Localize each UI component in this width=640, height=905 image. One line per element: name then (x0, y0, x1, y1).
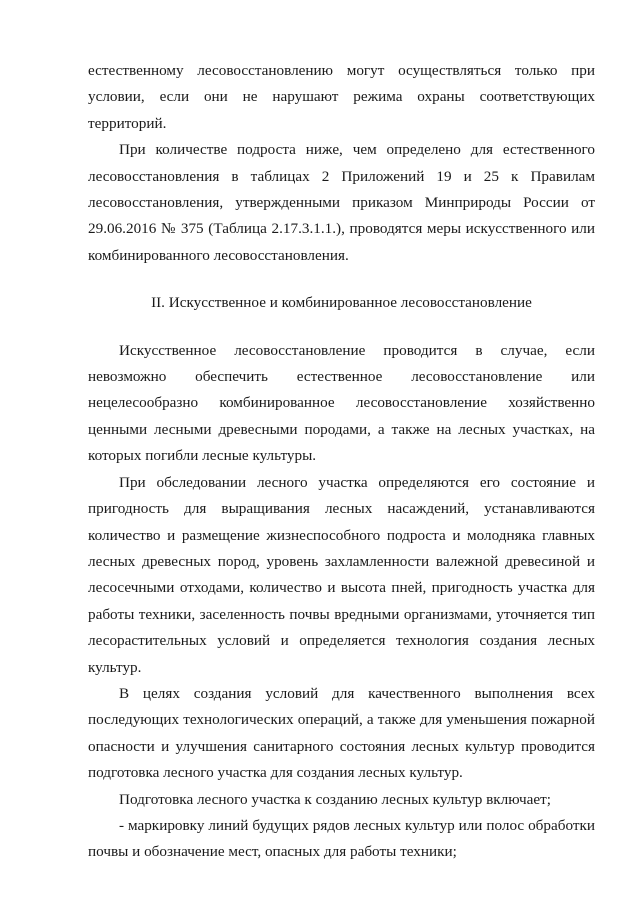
paragraph: естественному лесовосстановлению могут осуществляться только при условии, если они не нарушают режима охраны соответствующих территорий. (88, 62, 595, 132)
document-page (88, 58, 595, 866)
paragraph: Искусственное лесовосстановление проводится в случае, если невозможно обеспечить естественное лесовосстановление или нецелесообразно комбинированное лесовосстановление хозяйственно ценными лесными древесными породами, а также на лесных участках, на которых погибли лесные культуры. (88, 341, 595, 465)
paragraph: При обследовании лесного участка определяются его состояние и пригодность для выращивания лесных насаждений, устанавливаются количество и размещение жизнеспособного подроста и молодняка главных лесных древесных пород, уровень захламленности валежной древесиной и лесосечными отходами, количество и высота пней, пригодность участка для работы техники, заселенность почвы вредными организмами, уточняется тип лесорастительных условий и определяется технология создания лесных культур. (88, 473, 595, 676)
paragraph: В целях создания условий для качественного выполнения всех последующих технологических операций, а также для уменьшения пожарной опасности и улучшения санитарного состояния лесных культур проводится подготовка лесного участка для создания лесных культур. (88, 684, 595, 782)
list-item: - маркировку линий будущих рядов лесных культур или полос обработки почвы и обозначение мест, опасных для работы техники; (88, 816, 595, 861)
paragraph: При количестве подроста ниже, чем определено для естественного лесовосстановления в таблицах 2 Приложений 19 и 25 к Правилам лесовосстановления, утвержденными приказом Минприроды России от 29.06.2016 № 375 (Таблица 2.17.3.1.1.), проводятся меры искусственного или комбинированного лесовосстановления. (88, 141, 595, 264)
section-heading: II. Искусственное и комбинированное лесовосстановление (151, 294, 532, 312)
paragraph: Подготовка лесного участка к созданию лесных культур включает; (119, 790, 551, 808)
